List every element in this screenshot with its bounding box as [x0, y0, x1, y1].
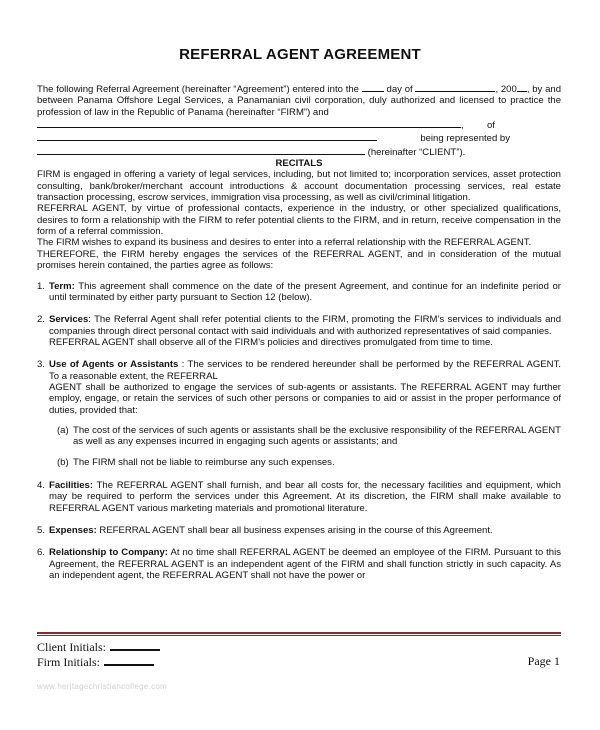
blank-representative: [37, 145, 365, 155]
recitals-heading: RECITALS: [275, 158, 323, 170]
section-heading: Relationship to Company:: [49, 547, 168, 559]
intro-year: 200: [500, 84, 517, 95]
section-number: 4.: [37, 479, 45, 491]
section-heading: Term:: [49, 280, 75, 292]
section-5: [37, 525, 561, 536]
intro-line-1a: The following Referral Agreement (hereinafter “Agreement”) entered into the: [37, 84, 359, 95]
intro-client: (hereinafter “CLIENT”).: [367, 146, 466, 158]
section-number: 2.: [37, 314, 45, 326]
blank-agent-address: [37, 131, 377, 141]
section-1: [37, 281, 561, 304]
subsection-text: The cost of the services of such agents or assistants shall be the exclusive responsibility of the REFERRAL AGENT as well as any expenses incurred in engaging such agents or assistants; and: [73, 424, 561, 448]
recital-4: THEREFORE, the FIRM hereby engages the services of the REFERRAL AGENT, and in consideration of the mutual promises herein contained, the parties agree as follows:: [37, 248, 561, 272]
section-heading: Expenses:: [49, 525, 97, 536]
section-6: [37, 547, 561, 581]
document-body: [37, 82, 561, 581]
intro-line-1b: day of: [386, 84, 413, 95]
recital-3: The FIRM wishes to expand its business and desires to enter into a referral relationship with the REFERRAL AGENT.: [37, 237, 532, 249]
section-text-2: AGENT shall be authorized to engage the services of sub-agents or assistants. The REFERRAL AGENT may further employ, engage, or retain the services of such other persons or companies to aid or assist in the proper performance of duties, provided that:: [49, 381, 561, 416]
section-number: 3.: [37, 359, 45, 371]
section-number: 1.: [37, 280, 45, 292]
section-text: REFERRAL AGENT shall bear all business expenses arising in the course of this Agreement.: [96, 525, 493, 536]
client-initials-line[interactable]: [110, 641, 160, 651]
section-number: 5.: [37, 525, 45, 536]
section-heading: Facilities:: [49, 479, 94, 491]
recital-2: REFERRAL AGENT, by virtue of professional contacts, experience in the industry, or other specialized qualifications, desires to form a relationship with the FIRM to refer potential clients to the FIRM, and in return, receive compensation in the form of a referral commission.: [37, 203, 561, 238]
firm-initials-label: Firm Initials:: [37, 655, 100, 669]
subsection-number: (a): [57, 424, 69, 436]
section-text: : The services to be rendered hereunder shall be performed by the REFERRAL AGENT. To a reasonable extent, the REFERRAL: [49, 359, 561, 382]
section-text: The REFERRAL AGENT shall furnish, and bear all costs for, the necessary facilities and equipment, which may be required to perform the services under this Agreement. At its discretion, the FIRM shall make available to REFERRAL AGENT various marketing materials and promotional literature.: [49, 479, 561, 514]
subsection-number: (b): [57, 456, 69, 468]
intro-line-2: , by and between Panama Offshore Legal Services, a Panamanian civil corporation, duly authorized and: [37, 84, 562, 107]
blank-agent-name: [37, 118, 461, 128]
subsection-text: The FIRM shall not be liable to reimburse any such expenses.: [73, 456, 335, 468]
section-text: At no time shall REFERRAL AGENT be deemed an employee of the FIRM. Pursuant to this Agreement, the REFERRAL AGENT is an independent agent of the FIRM and shall function strictly in such capacity. As an independent agent, the REFERRAL AGENT shall not have the power or: [49, 547, 561, 582]
page-number: Page 1: [527, 654, 560, 668]
section-2: [37, 314, 561, 348]
intro-of: of: [486, 120, 495, 132]
document-title: REFERRAL AGENT AGREEMENT: [179, 46, 421, 63]
blank-year: [517, 82, 527, 92]
intro-represented: being represented by: [420, 133, 511, 145]
recital-1: FIRM is engaged in offering a variety of legal services, including, but not limited to; incorporation services, asset protection consulting, bank/broker/merchant account introductions & account documentation processing services, real estate transaction processing, escrow services, immigration visa processing, as well as civil/criminal litigation.: [37, 169, 561, 204]
section-heading: Use of Agents or Assistants: [49, 359, 179, 371]
section-text: This agreement shall commence on the date of the present Agreement, and continue for an indefinite period or until terminated by either party pursuant to Section 12 (below).: [49, 280, 561, 303]
section-3b: [57, 457, 561, 468]
firm-initials: [37, 655, 154, 670]
watermark: www.heritagechristiancollege.com: [37, 682, 168, 691]
firm-initials-line[interactable]: [104, 656, 154, 666]
intro-line-3: licensed to practice the profession of law in the Republic of Panama (hereinafter “FIRM”) and: [37, 95, 562, 118]
client-initials: [37, 640, 160, 655]
section-3a: [57, 425, 561, 448]
section-heading: Services: [49, 314, 89, 326]
section-4: [37, 480, 561, 514]
footer-rule-thick: [37, 632, 561, 634]
footer-rule-thin: [37, 635, 561, 636]
client-initials-label: Client Initials:: [37, 640, 106, 654]
section-number: 6.: [37, 547, 45, 559]
blank-month: [415, 82, 495, 92]
section-text-2: REFERRAL AGENT shall observe all of the FIRM’s policies and directives promulgated from time to time.: [49, 336, 493, 348]
blank-day: [362, 82, 384, 92]
section-3: [37, 359, 561, 416]
intro-paragraph: The following Referral Agreement (hereinafter “Agreement”) entered into the day of , 200 , by and between Panama Offshore Legal Services, a Panamanian civil corporation, duly authorized and licensed to practice the profession of law in the Republic of Panama (hereinafter “FIRM”) and , of being represented by (hereinafter “CLIENT”).: [37, 84, 562, 158]
section-text: : The Referral Agent shall refer potential clients to the FIRM, promoting the FIRM’s services to individuals and companies through direct personal contact with said individuals and with authorized representatives of said companies.: [49, 314, 561, 337]
